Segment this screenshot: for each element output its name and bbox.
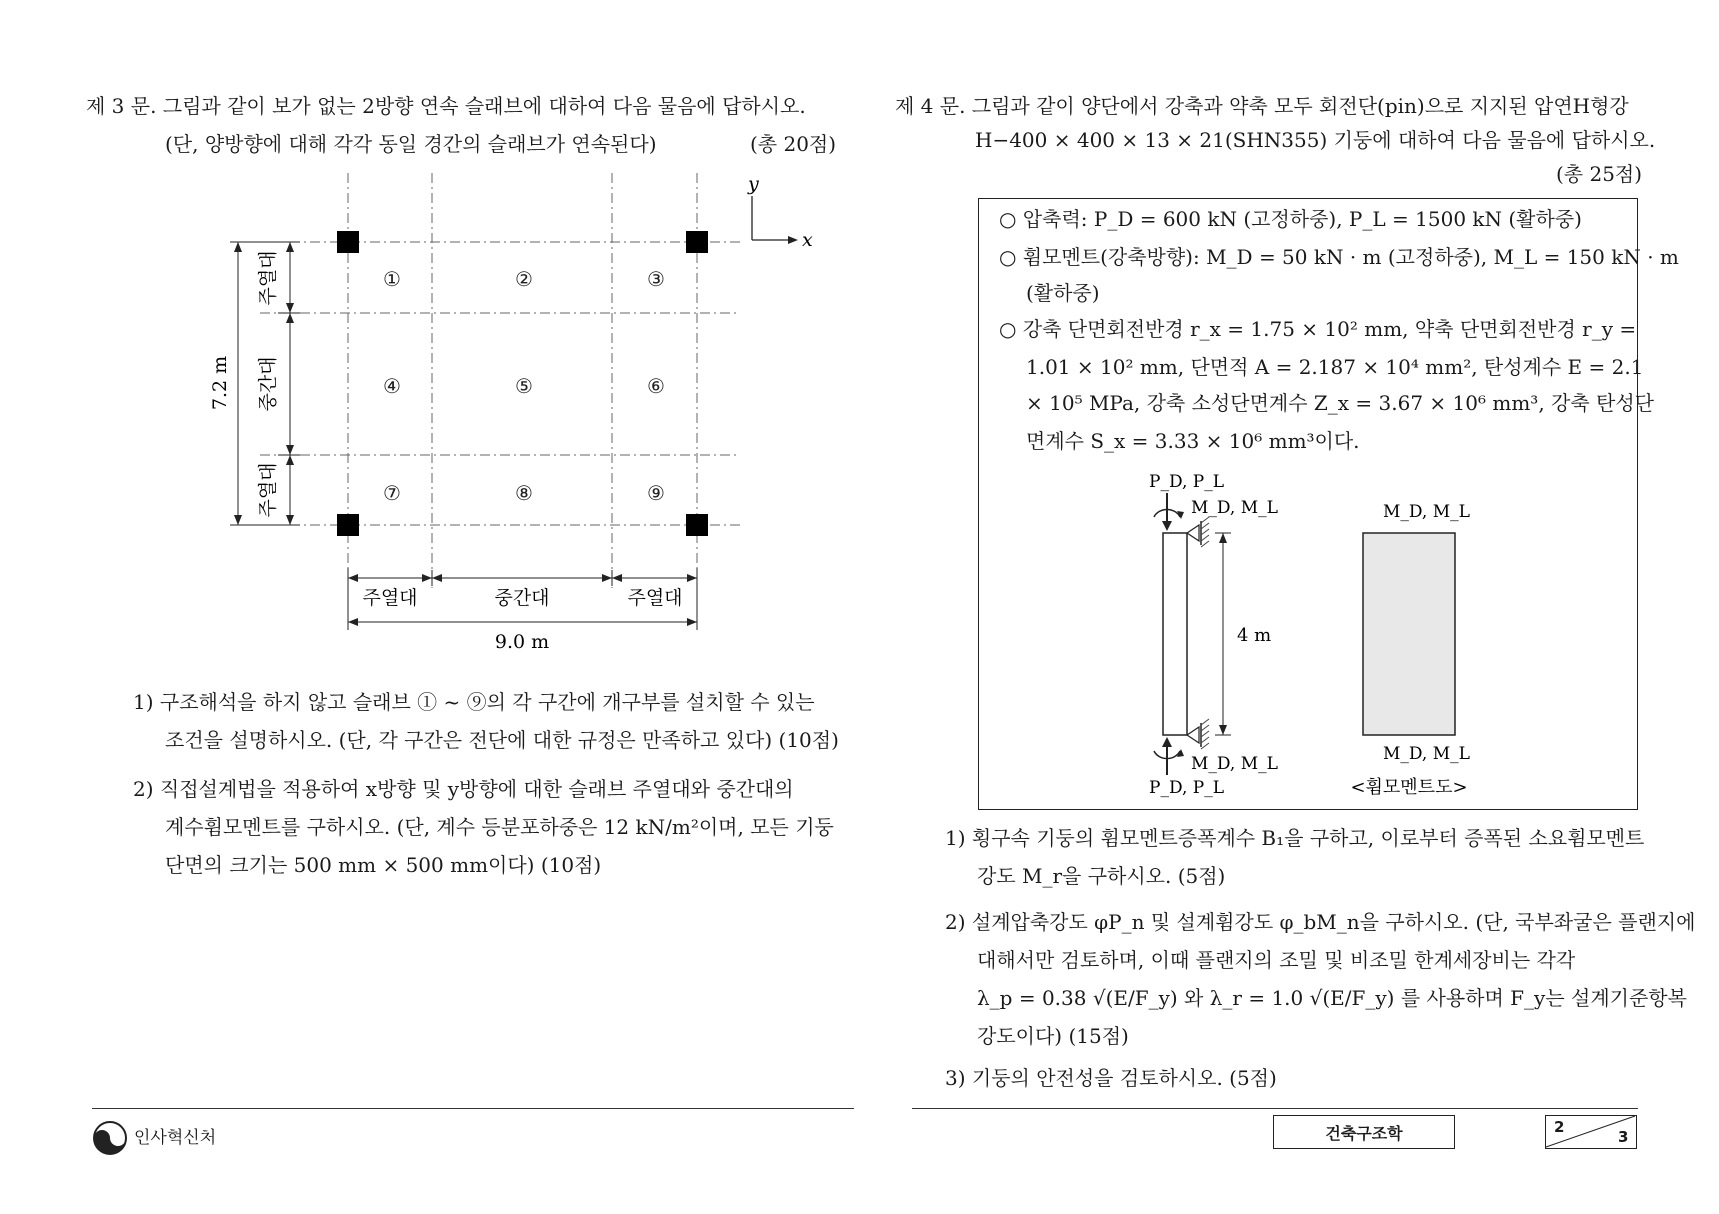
given-area: 1.01 × 10² mm, 단면적 A = 2.187 × 10⁴ mm², 탄성계수 E = 2.1 bbox=[1026, 355, 1644, 379]
slab-plan-figure bbox=[160, 168, 813, 668]
q4-title2: H−400 × 400 × 13 × 21(SHN355) 기둥에 대하여 다음 물음에 답하시오. bbox=[975, 128, 1656, 152]
org-name: 인사혁신처 bbox=[134, 1128, 217, 1148]
panel-9: ⑨ bbox=[647, 481, 665, 505]
q4-sub2-line1: 2) 설계압축강도 φP_n 및 설계휨강도 φ_bM_n을 구하시오. (단, 국부좌굴은 플랜지에 bbox=[945, 910, 1696, 934]
moment-bottom-label: M_D, M_L bbox=[1191, 754, 1278, 774]
q4-given-box bbox=[978, 198, 1679, 810]
given-elastic-modulus: 면계수 S_x = 3.33 × 10⁶ mm³이다. bbox=[1026, 429, 1360, 453]
column-member bbox=[1163, 533, 1187, 735]
subject-box bbox=[1273, 1115, 1455, 1149]
load-top-label: P_D, P_L bbox=[1149, 472, 1224, 492]
strip-column-left: 주열대 bbox=[362, 587, 418, 609]
column-top-right bbox=[686, 231, 708, 253]
panel-2: ② bbox=[515, 267, 533, 291]
q4-sub2-line3: λ_p = 0.38 √(E/F_y) 와 λ_r = 1.0 √(E/F_y) 를 사용하며 F_y는 설계기준항복 bbox=[977, 986, 1687, 1010]
panel-7: ⑦ bbox=[383, 481, 401, 505]
q4-points: (총 25점) bbox=[1556, 162, 1643, 186]
strip-column-bottom: 주열대 bbox=[257, 462, 279, 518]
q3-points: (총 20점) bbox=[750, 132, 837, 156]
panel-8: ⑧ bbox=[515, 481, 533, 505]
q4-title: 제 4 문. 그림과 같이 양단에서 강축과 약축 모두 회전단(pin)으로 지지된 압연H형강 bbox=[895, 94, 1629, 118]
coordinate-axes bbox=[752, 196, 788, 240]
q3-subtitle: (단, 양방향에 대해 각각 동일 경간의 슬래브가 연속된다) bbox=[165, 132, 657, 156]
moment-top-label: M_D, M_L bbox=[1191, 498, 1278, 518]
given-radius: ○ 강축 단면회전반경 r_x = 1.75 × 10² mm, 약축 단면회전반경 r_y = bbox=[999, 317, 1637, 341]
dim-horizontal-total: 9.0 m bbox=[494, 631, 550, 653]
subject-label: 건축구조학 bbox=[1325, 1123, 1403, 1143]
org-logo-icon bbox=[92, 1120, 128, 1156]
column-bottom-right bbox=[686, 514, 708, 536]
q4-sub1-line2: 강도 M_r을 구하시오. (5점) bbox=[977, 864, 1226, 888]
dim-vertical-total: 7.2 m bbox=[209, 355, 231, 411]
given-moment: ○ 휨모멘트(강축방향): M_D = 50 kN · m (고정하중), M_L = 150 kN · m bbox=[999, 245, 1679, 269]
footer-rule-left bbox=[92, 1108, 854, 1109]
diagram-top-label: M_D, M_L bbox=[1383, 502, 1470, 522]
strip-middle-vertical: 중간대 bbox=[257, 356, 279, 412]
axis-y-label: y bbox=[748, 173, 759, 195]
length-label: 4 m bbox=[1237, 625, 1272, 646]
strip-middle-horizontal: 중간대 bbox=[494, 587, 550, 609]
q3-sub1-line1: 1) 구조해석을 하지 않고 슬래브 ① ~ ⑨의 각 구간에 개구부를 설치할 수 있는 bbox=[133, 690, 815, 714]
panel-labels bbox=[383, 267, 665, 505]
diagram-bottom-label: M_D, M_L bbox=[1383, 744, 1470, 764]
page-current: 2 bbox=[1554, 1118, 1565, 1136]
panel-4: ④ bbox=[383, 374, 401, 398]
column-top-left bbox=[337, 231, 359, 253]
given-moment-cont: (활하중) bbox=[1026, 281, 1100, 305]
q4-sub3: 3) 기둥의 안전성을 검토하시오. (5점) bbox=[945, 1066, 1277, 1090]
panel-3: ③ bbox=[647, 267, 665, 291]
panel-1: ① bbox=[383, 267, 401, 291]
q3-sub1-line2: 조건을 설명하시오. (단, 각 구간은 전단에 대한 규정은 만족하고 있다) (10점) bbox=[165, 728, 839, 752]
footer-rule-right bbox=[912, 1108, 1638, 1109]
q4-sub2-line2: 대해서만 검토하며, 이때 플랜지의 조밀 및 비조밀 한계세장비는 각각 bbox=[977, 948, 1576, 972]
moment-diagram bbox=[1363, 533, 1455, 735]
q3-sub2-line3: 단면의 크기는 500 mm × 500 mm이다) (10점) bbox=[165, 853, 602, 877]
given-plastic-modulus: × 10⁵ MPa, 강축 소성단면계수 Z_x = 3.67 × 10⁶ mm³, 강축 탄성단 bbox=[1026, 391, 1654, 415]
q3-title: 제 3 문. 그림과 같이 보가 없는 2방향 연속 슬래브에 대하여 다음 물음에 답하시오. bbox=[86, 94, 806, 118]
strip-column-top: 주열대 bbox=[257, 250, 279, 306]
panel-6: ⑥ bbox=[647, 374, 665, 398]
strip-column-right: 주열대 bbox=[627, 587, 683, 609]
diagram-caption: <휨모멘트도> bbox=[1350, 777, 1468, 798]
column-bottom-left bbox=[337, 514, 359, 536]
load-bottom-label: P_D, P_L bbox=[1149, 778, 1224, 798]
column-figure bbox=[979, 469, 1635, 807]
q4-sub1-line1: 1) 횡구속 기둥의 휨모멘트증폭계수 B₁을 구하고, 이로부터 증폭된 소요휨모멘트 bbox=[945, 826, 1645, 850]
page-number-box bbox=[1545, 1115, 1637, 1149]
q3-sub2-line2: 계수휨모멘트를 구하시오. (단, 계수 등분포하중은 12 kN/m²이며, 모든 기둥 bbox=[165, 815, 834, 839]
given-compression: ○ 압축력: P_D = 600 kN (고정하중), P_L = 1500 kN (활하중) bbox=[999, 207, 1582, 231]
page-total: 3 bbox=[1618, 1128, 1629, 1146]
q4-sub2-line4: 강도이다) (15점) bbox=[977, 1024, 1129, 1048]
axis-x-label: x bbox=[802, 229, 813, 251]
q3-sub2-line1: 2) 직접설계법을 적용하여 x방향 및 y방향에 대한 슬래브 주열대와 중간대의 bbox=[133, 777, 794, 801]
panel-5: ⑤ bbox=[515, 374, 533, 398]
